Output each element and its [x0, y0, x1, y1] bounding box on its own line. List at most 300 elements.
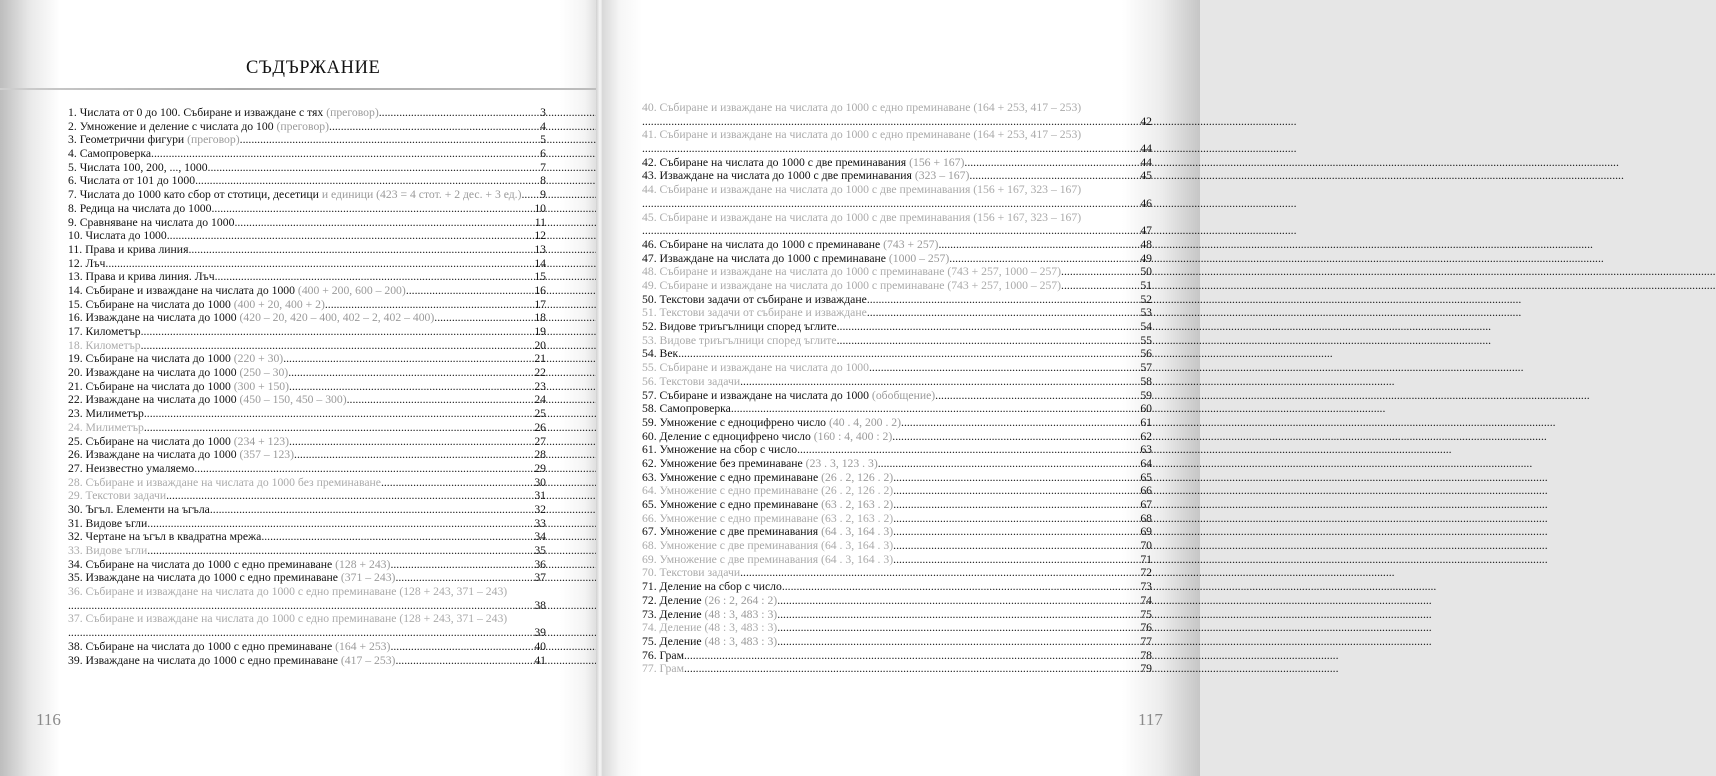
dot-leader — [777, 594, 1138, 608]
toc-entry[interactable] — [642, 169, 1152, 183]
toc-entry-page-number: 42 — [1140, 114, 1152, 128]
toc-entry-page-number: 4 — [540, 119, 546, 133]
toc-entry-title — [642, 553, 893, 567]
toc-entry[interactable] — [68, 284, 546, 298]
toc-entry-page-number: 18 — [534, 311, 546, 325]
toc-entry-page-number: 78 — [1140, 648, 1152, 662]
dot-leader — [964, 156, 1138, 170]
dot-leader — [678, 347, 1138, 361]
toc-entry-title — [642, 430, 892, 444]
toc-entry-text: 40. Събиране и изваждане на числата до 1000 с едно преминаване (164 + 253, 417 – 253) — [642, 101, 1082, 114]
toc-entry-text: 31. Видове ъгли — [68, 516, 148, 530]
toc-entry-text: 49. Събиране и изваждане на числата до 1000 с преминаване (743 + 257, 1000 – 257) — [642, 279, 1062, 292]
toc-entry-page-number: 15 — [534, 270, 546, 284]
toc-entry[interactable] — [68, 311, 546, 325]
toc-entry[interactable] — [642, 293, 1152, 307]
dot-leader — [211, 202, 532, 216]
dot-leader — [347, 393, 533, 407]
toc-entry-title — [642, 525, 893, 539]
dot-leader — [144, 421, 532, 435]
toc-entry[interactable] — [642, 347, 1152, 361]
toc-entry-page-number: 72 — [1140, 566, 1152, 580]
toc-entry[interactable] — [642, 238, 1152, 252]
toc-entry-text: 77. Грам — [642, 662, 684, 676]
dot-leader — [147, 544, 532, 558]
toc-entry[interactable] — [642, 430, 1152, 444]
toc-entry-hint: (48 : 3, 483 : 3) — [701, 634, 778, 648]
toc-entry-title — [68, 380, 289, 394]
dot-leader — [642, 142, 1138, 156]
toc-entry[interactable] — [68, 435, 546, 449]
toc-entry[interactable] — [642, 252, 1152, 266]
toc-entry[interactable] — [642, 334, 1152, 348]
toc-entry-page-number: 54 — [1140, 320, 1152, 334]
toc-entry[interactable] — [642, 265, 1152, 279]
toc-entry[interactable] — [68, 147, 546, 161]
toc-entry[interactable] — [68, 462, 546, 476]
toc-entry-page-number: 26 — [534, 420, 546, 434]
toc-entry[interactable] — [68, 421, 546, 435]
toc-entry-title — [68, 257, 105, 271]
toc-entry[interactable] — [68, 612, 546, 639]
toc-entry-page-number: 45 — [1140, 169, 1152, 183]
toc-entry-text: 42. Събиране на числата до 1000 с две преминавания — [642, 155, 907, 169]
toc-entry-page-number: 32 — [534, 502, 546, 516]
page-title: СЪДЪРЖАНИЕ — [246, 58, 381, 78]
toc-entry-title — [642, 101, 1152, 115]
toc-entry-page-number: 62 — [1140, 429, 1152, 443]
toc-entry-page-number: 24 — [534, 393, 546, 407]
toc-entry-title — [642, 128, 1152, 142]
dot-leader — [1061, 265, 1138, 279]
toc-entry[interactable] — [642, 553, 1152, 567]
toc-entry-title — [68, 188, 522, 202]
toc-entry-page-number: 29 — [534, 461, 546, 475]
toc-entry-text: 43. Изваждане на числата до 1000 с две преминавания — [642, 169, 912, 183]
toc-entry-title — [68, 311, 434, 325]
toc-entry[interactable] — [68, 585, 546, 612]
dot-leader — [901, 416, 1138, 430]
toc-entry-title — [642, 608, 777, 622]
toc-entry-hint: (обобщение) — [869, 388, 936, 402]
toc-entry-page-number: 40 — [534, 639, 546, 653]
toc-entry-text: 62. Умножение без преминаване — [642, 456, 803, 470]
toc-entry[interactable] — [642, 402, 1152, 416]
toc-entry-title — [68, 270, 215, 284]
toc-entry[interactable] — [642, 635, 1152, 649]
toc-entry-page-number: 58 — [1140, 374, 1152, 388]
toc-entry-page-number: 70 — [1140, 539, 1152, 553]
toc-entry[interactable] — [642, 279, 1152, 293]
toc-entry-text: 4. Самопроверка — [68, 147, 152, 161]
toc-entry-title — [642, 512, 893, 526]
toc-entry-page-number: 36 — [534, 557, 546, 571]
toc-entry[interactable] — [642, 128, 1152, 155]
toc-entry[interactable] — [68, 476, 546, 490]
toc-entry[interactable] — [642, 211, 1152, 238]
toc-entry-hint: (23 . 3, 123 . 3) — [802, 456, 878, 470]
dot-leader — [522, 188, 539, 202]
toc-entry[interactable] — [642, 662, 1152, 676]
toc-entry-text: 67. Умножение с две преминавания — [642, 525, 819, 539]
toc-entry-text: 21. Събиране на числата до 1000 — [68, 379, 231, 393]
dot-leader — [240, 133, 539, 147]
dot-leader — [837, 320, 1139, 334]
dot-leader — [893, 553, 1138, 567]
toc-entry-hint: (преговор) — [323, 106, 379, 119]
toc-entry-page-number: 39 — [534, 626, 546, 640]
toc-entry-title — [68, 530, 261, 544]
toc-entry-text: 64. Умножение с едно преминаване (26 . 2, 126 . 2) — [642, 484, 894, 498]
dot-leader — [283, 352, 532, 366]
toc-entry-title — [642, 566, 740, 580]
toc-entry-page-number: 55 — [1140, 333, 1152, 347]
toc-entry[interactable] — [642, 361, 1152, 375]
dot-leader — [151, 147, 538, 161]
toc-entry-text: 8. Редица на числата до 1000 — [68, 201, 212, 215]
toc-entry-page-number: 21 — [534, 352, 546, 366]
toc-entry-text: 53. Видове триъгълници според ъглите — [642, 333, 837, 347]
toc-entry-text: 23. Милиметър — [68, 407, 144, 421]
toc-entry[interactable] — [68, 393, 546, 407]
toc-entry-hint: (371 – 243) — [337, 571, 396, 585]
dot-leader — [740, 375, 1138, 389]
dot-leader — [731, 402, 1138, 416]
toc-entry[interactable] — [68, 407, 546, 421]
dot-leader — [797, 443, 1138, 457]
toc-entry-page-number: 7 — [540, 160, 546, 174]
toc-entry-page-number: 76 — [1140, 621, 1152, 635]
toc-entry-page-number: 46 — [1140, 196, 1152, 210]
toc-entry[interactable] — [68, 448, 546, 462]
dot-leader — [837, 334, 1139, 348]
toc-entry-hint: (преговор) — [184, 133, 240, 147]
toc-entry[interactable] — [642, 443, 1152, 457]
toc-entry-text: 72. Деление — [642, 593, 702, 607]
toc-entry[interactable] — [68, 352, 546, 366]
toc-entry-text: 24. Милиметър — [68, 420, 144, 434]
toc-entry-title — [642, 361, 869, 375]
toc-entry-title — [642, 375, 740, 389]
toc-entry-page-number: 5 — [540, 133, 546, 147]
toc-entry-page-number: 56 — [1140, 347, 1152, 361]
toc-entry-text: 60. Деление с едноцифрено число — [642, 429, 811, 443]
dot-leader — [166, 489, 532, 503]
toc-entry[interactable] — [642, 389, 1152, 403]
dot-leader — [261, 530, 532, 544]
toc-entry[interactable] — [642, 484, 1152, 498]
toc-entry-hint: (250 – 30) — [236, 366, 289, 380]
dot-leader — [325, 298, 532, 312]
toc-entry[interactable] — [642, 471, 1152, 485]
toc-entry-title — [642, 621, 777, 635]
toc-entry-page-number: 68 — [1140, 511, 1152, 525]
toc-entry[interactable] — [68, 270, 546, 284]
toc-entry-page-number: 71 — [1140, 552, 1152, 566]
toc-entry-text: 75. Деление — [642, 634, 702, 648]
toc-entry-hint: (128 + 243) — [332, 557, 391, 571]
toc-entry[interactable] — [68, 188, 546, 202]
toc-entry[interactable] — [68, 530, 546, 544]
toc-entry-title — [68, 366, 288, 380]
toc-entry[interactable] — [642, 580, 1152, 594]
dot-leader — [935, 389, 1138, 403]
toc-entry-title — [642, 389, 935, 403]
dot-leader — [395, 654, 532, 668]
dot-leader — [777, 635, 1138, 649]
toc-entry-title — [642, 416, 901, 430]
toc-entry-title — [68, 325, 141, 339]
toc-entry[interactable] — [642, 306, 1152, 320]
toc-entry-page-number: 48 — [1140, 237, 1152, 251]
toc-entry-text: 34. Събиране на числата до 1000 с едно преминаване — [68, 557, 333, 571]
toc-entry[interactable] — [68, 544, 546, 558]
dot-leader — [141, 325, 533, 339]
toc-entry-title — [642, 539, 893, 553]
toc-entry-text: 27. Неизвестно умаляемо — [68, 461, 195, 475]
toc-entry-page-number: 34 — [534, 530, 546, 544]
toc-entry[interactable] — [68, 229, 546, 243]
toc-entry-title — [642, 183, 1152, 197]
toc-entry-page-number: 57 — [1140, 361, 1152, 375]
toc-entry-text: 15. Събиране на числата до 1000 — [68, 297, 231, 311]
toc-entry-page-number: 33 — [534, 516, 546, 530]
toc-entry[interactable] — [642, 608, 1152, 622]
toc-entry-page-number: 52 — [1140, 292, 1152, 306]
toc-entry[interactable] — [68, 489, 546, 503]
toc-entry-title — [642, 580, 782, 594]
toc-entry-title — [68, 503, 210, 517]
toc-entry-text: 11. Права и крива линия — [68, 242, 189, 256]
toc-entry-title — [68, 202, 211, 216]
toc-entry-text: 63. Умножение с едно преминаване — [642, 470, 819, 484]
toc-entry[interactable] — [68, 503, 546, 517]
toc-entry-text: 36. Събиране и изваждане на числата до 1000 с едно преминаване (128 + 243, 371 – 243) — [68, 585, 508, 599]
toc-entry-title — [642, 306, 867, 320]
toc-entry-title — [642, 457, 878, 471]
toc-entry-continuation — [68, 626, 546, 640]
toc-list-left — [68, 106, 546, 667]
dot-leader — [642, 115, 1138, 129]
toc-entry-page-number: 61 — [1140, 415, 1152, 429]
toc-entry-title — [642, 156, 964, 170]
toc-entry[interactable] — [642, 375, 1152, 389]
toc-entry-title — [68, 147, 151, 161]
toc-entry[interactable] — [642, 621, 1152, 635]
toc-entry-page-number: 44 — [1140, 155, 1152, 169]
toc-entry[interactable] — [642, 457, 1152, 471]
toc-entry-text: 38. Събиране на числата до 1000 с едно преминаване — [68, 639, 333, 653]
toc-entry[interactable] — [642, 416, 1152, 430]
dot-leader — [893, 471, 1138, 485]
toc-entry-title — [68, 421, 144, 435]
toc-entry-page-number: 51 — [1140, 279, 1152, 292]
toc-entry[interactable] — [68, 339, 546, 353]
toc-entry[interactable] — [68, 558, 546, 572]
toc-entry[interactable] — [68, 133, 546, 147]
toc-entry-title — [642, 347, 678, 361]
toc-entry-title — [642, 594, 777, 608]
toc-entry-title — [642, 211, 1152, 225]
toc-entry-title — [68, 476, 381, 490]
dot-leader — [684, 649, 1138, 663]
dot-leader — [147, 517, 532, 531]
toc-entry-hint: (63 . 2, 163 . 2) — [818, 498, 894, 511]
toc-entry-title — [68, 612, 546, 626]
toc-entry-text: 25. Събиране на числата до 1000 — [68, 434, 231, 448]
toc-entry[interactable] — [68, 174, 546, 188]
toc-entry-title — [68, 298, 325, 312]
toc-entry-title — [68, 284, 406, 298]
toc-entry-hint: (64 . 3, 164 . 3) — [818, 525, 894, 539]
toc-entry-text: 50. Текстови задачи от събиране и изваждане — [642, 292, 867, 306]
toc-entry[interactable] — [68, 366, 546, 380]
dot-leader — [893, 512, 1138, 526]
toc-entry[interactable] — [642, 156, 1152, 170]
toc-entry-page-number: 30 — [534, 475, 546, 489]
toc-entry-page-number: 64 — [1140, 456, 1152, 470]
dot-leader — [194, 462, 532, 476]
right-page — [602, 0, 1200, 776]
toc-entry-hint: (1000 – 257) — [885, 251, 950, 265]
toc-entry-text: 19. Събиране на числата до 1000 — [68, 352, 231, 366]
toc-entry-title — [68, 489, 166, 503]
toc-entry[interactable] — [68, 120, 546, 134]
toc-entry-title — [68, 352, 283, 366]
dot-leader — [684, 662, 1138, 676]
toc-entry[interactable] — [642, 566, 1152, 580]
toc-entry[interactable] — [68, 654, 546, 668]
toc-entry-text: 16. Изваждане на числата до 1000 — [68, 311, 237, 325]
dot-leader — [288, 366, 532, 380]
toc-entry[interactable] — [642, 320, 1152, 334]
dot-leader — [893, 539, 1138, 553]
toc-entry-continuation — [642, 224, 1152, 238]
toc-entry[interactable] — [642, 649, 1152, 663]
toc-entry-text: 5. Числата 100, 200, ..., 1000 — [68, 160, 208, 174]
dot-leader — [782, 580, 1138, 594]
toc-entry-title — [642, 238, 938, 252]
toc-entry-page-number: 11 — [534, 215, 546, 229]
toc-entry-title — [68, 571, 395, 585]
toc-entry[interactable] — [68, 380, 546, 394]
toc-entry-title — [68, 448, 294, 462]
toc-entry-text: 10. Числата до 1000 — [68, 229, 167, 243]
dot-leader — [68, 626, 532, 640]
toc-entry-text: 22. Изваждане на числата до 1000 — [68, 393, 237, 407]
dot-leader — [892, 430, 1138, 444]
toc-entry[interactable] — [68, 325, 546, 339]
toc-entry-text: 58. Самопроверка — [642, 402, 731, 416]
dot-leader — [329, 120, 538, 134]
toc-entry[interactable] — [642, 539, 1152, 553]
toc-entry-text: 12. Лъч — [68, 256, 106, 270]
toc-entry[interactable] — [642, 594, 1152, 608]
toc-entry-page-number: 8 — [540, 174, 546, 188]
toc-entry[interactable] — [68, 298, 546, 312]
toc-entry[interactable] — [68, 640, 546, 654]
toc-entry-title — [642, 279, 1061, 293]
dot-leader — [434, 311, 532, 325]
dot-leader — [210, 503, 532, 517]
toc-entry[interactable] — [642, 101, 1152, 128]
toc-entry-hint: (40 . 4, 200 . 2) — [826, 415, 902, 429]
toc-entry[interactable] — [68, 106, 546, 120]
toc-entry-text: 18. Километър — [68, 338, 141, 352]
toc-entry-text: 52. Видове триъгълници според ъглите — [642, 320, 837, 334]
toc-entry-page-number: 79 — [1140, 662, 1152, 676]
toc-entry-text: 56. Текстови задачи — [642, 374, 741, 388]
toc-entry-title — [68, 243, 188, 257]
toc-entry-text: 44. Събиране и изваждане на числата до 1000 с две преминавания (156 + 167, 323 – 167) — [642, 183, 1082, 197]
toc-entry-page-number: 74 — [1140, 593, 1152, 607]
toc-entry-title — [642, 649, 684, 663]
toc-entry-hint: (400 + 20, 400 + 2) — [230, 297, 325, 311]
dot-leader — [215, 270, 533, 284]
toc-entry-hint: (164 + 253) — [332, 639, 391, 653]
toc-entry-title — [68, 174, 195, 188]
toc-entry-title — [68, 393, 347, 407]
dot-leader — [289, 435, 532, 449]
toc-entry[interactable] — [68, 571, 546, 585]
dot-leader — [395, 571, 532, 585]
dot-leader — [777, 621, 1138, 635]
toc-entry-hint: (323 – 167) — [911, 169, 970, 183]
toc-entry-text: 76. Грам — [642, 648, 684, 662]
toc-entry[interactable] — [68, 216, 546, 230]
dot-leader — [68, 599, 532, 613]
toc-entry-page-number: 44 — [1140, 142, 1152, 156]
toc-entry-text: 17. Километър — [68, 325, 141, 338]
toc-entry-text: 69. Умножение с две преминавания (64 . 3, 164 . 3) — [642, 552, 894, 566]
toc-entry-hint: (400 + 200, 600 – 200) — [295, 283, 406, 297]
toc-entry[interactable] — [68, 257, 546, 271]
toc-entry[interactable] — [642, 512, 1152, 526]
dot-leader — [379, 106, 538, 120]
toc-entry[interactable] — [642, 498, 1152, 512]
toc-entry-text: 70. Текстови задачи — [642, 566, 741, 580]
toc-entry-title — [68, 407, 144, 421]
toc-entry[interactable] — [68, 517, 546, 531]
toc-entry-text: 59. Умножение с едноцифрено число — [642, 415, 827, 429]
toc-entry[interactable] — [68, 161, 546, 175]
toc-entry-page-number: 9 — [540, 188, 546, 202]
toc-entry-page-number: 13 — [534, 242, 546, 256]
toc-entry-text: 13. Права и крива линия. Лъч — [68, 270, 215, 284]
toc-entry-text: 41. Събиране и изваждане на числата до 1000 с едно преминаване (164 + 253, 417 – 253) — [642, 128, 1082, 142]
toc-entry-title — [642, 252, 949, 266]
toc-entry-page-number: 27 — [534, 434, 546, 448]
toc-entry[interactable] — [68, 243, 546, 257]
dot-leader — [234, 216, 532, 230]
toc-entry-page-number: 75 — [1140, 607, 1152, 621]
toc-entry-page-number: 47 — [1140, 224, 1152, 238]
dot-leader — [893, 498, 1138, 512]
toc-entry-text: 74. Деление (48 : 3, 483 : 3) — [642, 621, 778, 635]
toc-entry[interactable] — [642, 183, 1152, 210]
toc-entry-hint: (26 . 2, 126 . 2) — [818, 470, 894, 484]
toc-entry-page-number: 59 — [1140, 388, 1152, 402]
toc-entry[interactable] — [642, 525, 1152, 539]
toc-entry-text: 73. Деление — [642, 607, 702, 621]
toc-entry-title — [68, 640, 390, 654]
toc-entry-title — [68, 229, 167, 243]
toc-entry-hint: (48 : 3, 483 : 3) — [701, 607, 778, 621]
dot-leader — [167, 229, 533, 243]
toc-entry-title — [642, 169, 969, 183]
dot-leader — [949, 252, 1138, 266]
toc-entry[interactable] — [68, 202, 546, 216]
